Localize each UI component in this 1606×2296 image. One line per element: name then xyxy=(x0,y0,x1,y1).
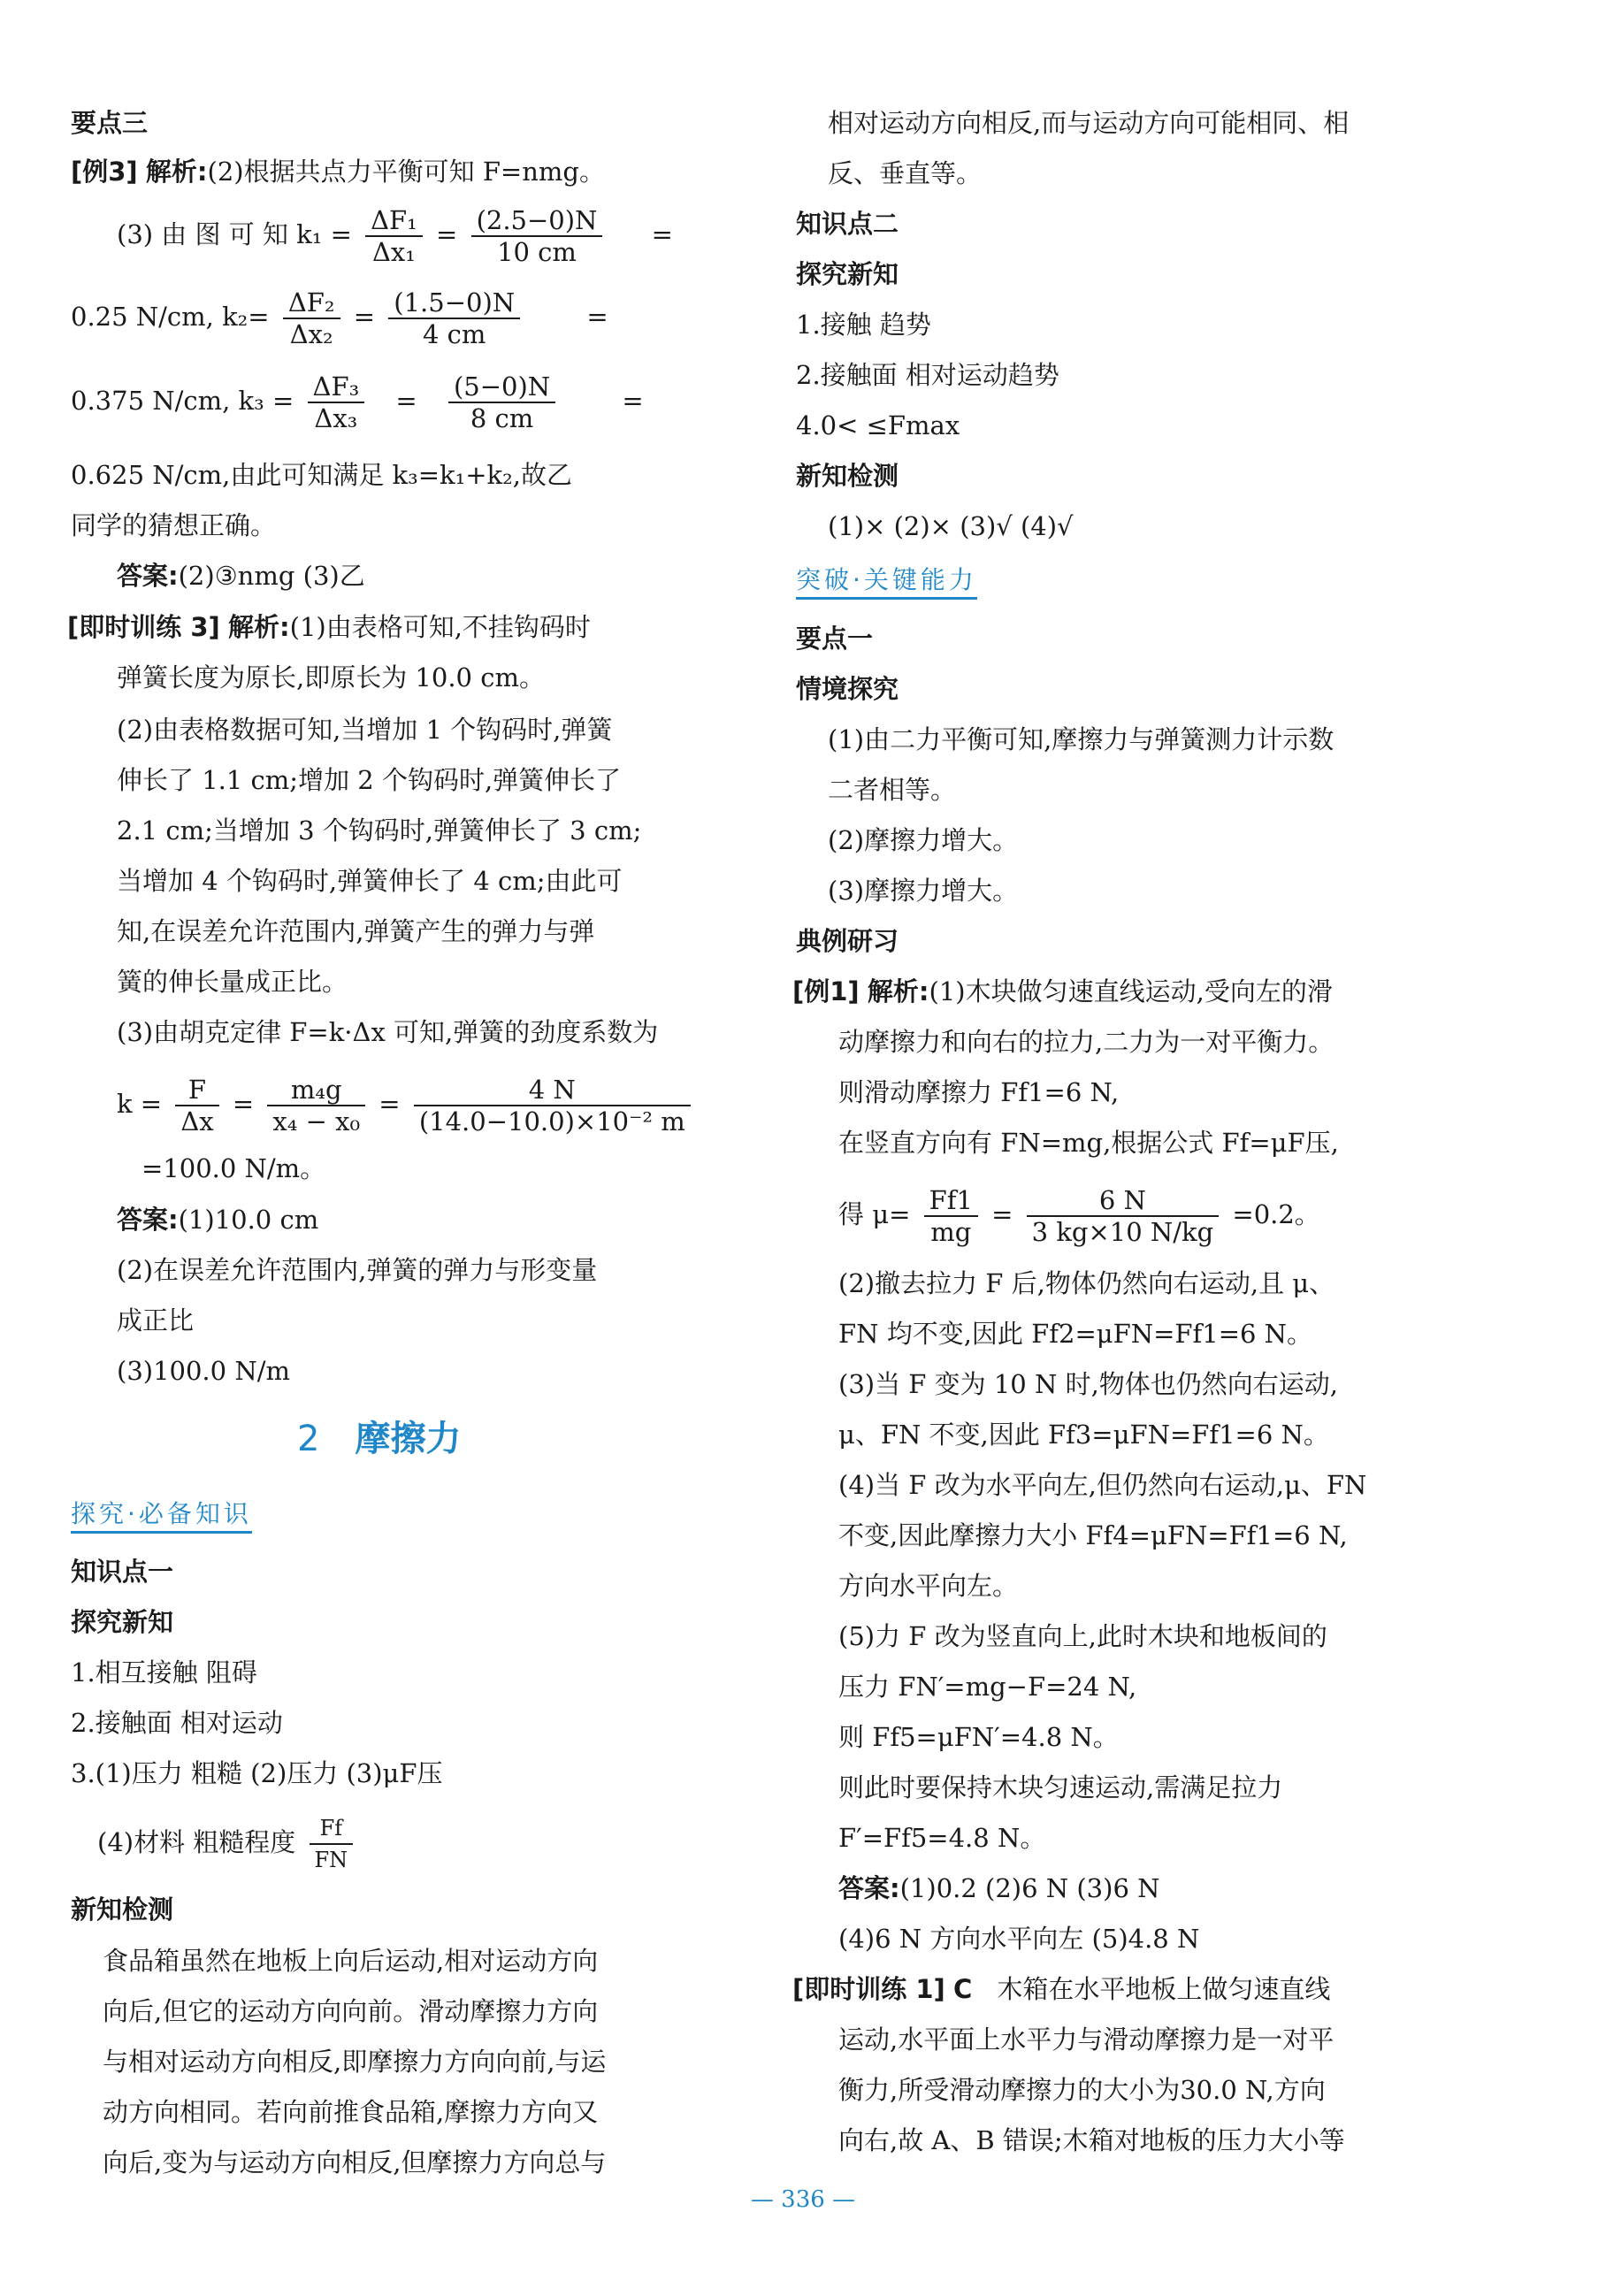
text-line: =100.0 N/m。 xyxy=(141,1153,326,1183)
numerator: ΔF₁ xyxy=(365,205,423,237)
text-span: (4)材料 粗糙程度 xyxy=(97,1827,296,1857)
numerator: 4 N xyxy=(414,1075,691,1106)
drill-tag: [即时训练 3] xyxy=(67,612,220,642)
numerator: (2.5−0)N xyxy=(471,205,603,237)
text-line: 伸长了 1.1 cm;增加 2 个钩码时,弹簧伸长了 xyxy=(117,765,622,795)
denominator: Δx₂ xyxy=(289,319,333,349)
chapter-title xyxy=(297,1419,462,1459)
text-span: (2)根据共点力平衡可知 F=nmg。 xyxy=(207,157,605,187)
heading-knowledge-point-1: 知识点一 xyxy=(71,1557,174,1587)
formula-k1-line: (3) 由 图 可 知 k₁ = $\frac{\text{ΔF₁}}{\text{Δx₁}}$ = $\frac{(2.5-0)N}{10 cm}$ = xyxy=(117,205,673,267)
denominator: x₄ − x₀ xyxy=(272,1106,361,1137)
section-key-ability xyxy=(796,563,977,597)
denominator: 10 cm xyxy=(497,237,577,267)
text-line: 方向水平向左。 xyxy=(838,1571,1019,1601)
fraction xyxy=(388,287,520,349)
text-line: 向后,变为与运动方向相反,但摩擦力方向总与 xyxy=(103,2147,607,2177)
text-line: 相对运动方向相反,而与运动方向可能相同、相 xyxy=(828,108,1350,138)
heading-typical-example: 典例研习 xyxy=(796,926,899,956)
text-line: 与相对运动方向相反,即摩擦力方向向前,与运 xyxy=(103,2047,607,2077)
text-line: 运动,水平面上水平力与滑动摩擦力是一对平 xyxy=(838,2024,1335,2055)
text-line: F′=Ff5=4.8 N。 xyxy=(838,1823,1046,1853)
text-line: 知,在误差允许范围内,弹簧产生的弹力与弹 xyxy=(117,916,595,946)
text-line: (3)由胡克定律 F=k·Δx 可知,弹簧的劲度系数为 xyxy=(117,1017,659,1047)
text-line: 弹簧长度为原长,即原长为 10.0 cm。 xyxy=(117,662,545,693)
text-line: 则滑动摩擦力 Ff1=6 N, xyxy=(838,1077,1120,1107)
numerator: ΔF₃ xyxy=(308,371,365,403)
fraction xyxy=(267,1075,365,1137)
formula-mu-line: 得 μ= $\frac{Ff1}{mg}$ = $\frac{6 N}{3 kg\times 10 N/kg}$ =0.2。 xyxy=(838,1185,1320,1247)
heading-knowledge-point-2: 知识点二 xyxy=(796,209,899,239)
text-line: 当增加 4 个钩码时,弹簧伸长了 4 cm;由此可 xyxy=(117,866,623,896)
numerator: Ff1 xyxy=(924,1185,978,1217)
denominator: Δx₁ xyxy=(371,237,416,267)
denominator: mg xyxy=(930,1217,972,1247)
example-3-line xyxy=(71,155,605,188)
text-line: (4)6 N 方向水平向左 (5)4.8 N xyxy=(838,1924,1200,1954)
fraction xyxy=(365,205,423,267)
answer-line xyxy=(117,1203,318,1236)
text-line: 3.(1)压力 粗糙 (2)压力 (3)μF压 xyxy=(71,1758,443,1788)
text-line: 则此时要保持木块匀速运动,需满足拉力 xyxy=(838,1772,1283,1802)
denominator: 4 cm xyxy=(423,319,486,349)
numerator: m₄g xyxy=(267,1075,365,1106)
drill-1-line xyxy=(792,1972,1330,2006)
heading-new-knowledge-check: 新知检测 xyxy=(796,461,899,491)
fraction xyxy=(1027,1185,1220,1247)
text-span: 0.25 N/cm, k₂= xyxy=(71,302,270,332)
chapter-number: 2 xyxy=(297,1419,320,1459)
fraction xyxy=(471,205,603,267)
text-line: (2)由表格数据可知,当增加 1 个钩码时,弹簧 xyxy=(117,715,613,745)
chapter-name: 摩擦力 xyxy=(355,1419,462,1459)
analysis-label: 解析: xyxy=(145,157,208,187)
heading-explore-new: 探究新知 xyxy=(796,259,899,289)
example-1-line xyxy=(792,975,1333,1008)
text-line: (2)在误差允许范围内,弹簧的弹力与形变量 xyxy=(117,1255,598,1285)
text-line: 1.相互接触 阻碍 xyxy=(71,1657,257,1688)
fraction xyxy=(414,1075,691,1137)
text-line: 向右,故 A、B 错误;木箱对地板的压力大小等 xyxy=(838,2125,1345,2155)
denominator: 8 cm xyxy=(470,403,534,433)
denominator: FN xyxy=(314,1848,348,1872)
fraction xyxy=(924,1185,978,1247)
fraction xyxy=(448,371,555,433)
formula-k2-line: 0.25 N/cm, k₂= $\frac{\text{ΔF₂}}{\text{Δx₂}}$ = $\frac{(1.5-0)N}{4 cm}$ = xyxy=(71,287,608,349)
drill-tag: [即时训练 1] xyxy=(792,1974,945,2004)
text-line: 反、垂直等。 xyxy=(828,158,983,188)
text-line: 同学的猜想正确。 xyxy=(71,510,277,540)
heading-scenario-explore: 情境探究 xyxy=(796,674,899,704)
section-heading: 突破·关键能力 xyxy=(796,565,977,600)
example-tag: [例1] xyxy=(792,976,860,1006)
example-tag: [例3] xyxy=(71,157,138,187)
denominator: (14.0−10.0)×10⁻² m xyxy=(418,1106,685,1137)
analysis-label: 解析: xyxy=(867,976,929,1006)
heading-key-point-3: 要点三 xyxy=(71,108,149,138)
numerator: (5−0)N xyxy=(448,371,555,403)
text-line: (2)摩擦力增大。 xyxy=(828,825,1019,855)
text-span: = xyxy=(622,386,644,416)
answer-line xyxy=(117,559,365,593)
fraction xyxy=(283,287,340,349)
page-number: — 336 — xyxy=(750,2186,856,2213)
section-essential-knowledge xyxy=(71,1496,252,1531)
text-line: 不变,因此摩擦力大小 Ff4=μFN=Ff1=6 N, xyxy=(838,1520,1348,1550)
text-line: 成正比 xyxy=(117,1305,195,1336)
text-line: 压力 FN′=mg−F=24 N, xyxy=(838,1672,1137,1702)
text-line: 2.接触面 相对运动趋势 xyxy=(796,360,1059,390)
fraction xyxy=(308,371,365,433)
numerator: 6 N xyxy=(1027,1185,1220,1217)
text-line: 在竖直方向有 FN=mg,根据公式 Ff=μF压, xyxy=(838,1128,1339,1158)
fraction xyxy=(175,1075,218,1137)
text-line: (4)当 F 改为水平向左,但仍然向右运动,μ、FN xyxy=(838,1470,1367,1500)
text-line: 簧的伸长量成正比。 xyxy=(117,967,348,997)
text-span: 0.375 N/cm, k₃ = xyxy=(71,386,294,416)
text-span: (1)10.0 cm xyxy=(178,1205,319,1235)
fraction xyxy=(310,1813,354,1875)
text-span: =0.2。 xyxy=(1232,1199,1320,1229)
text-line: (1)× (2)× (3)√ (4)√ xyxy=(828,511,1074,541)
text-line: (1)由二力平衡可知,摩擦力与弹簧测力计示数 xyxy=(828,724,1335,754)
text-span: (1)由表格可知,不挂钩码时 xyxy=(289,612,591,642)
text-line: (2)撤去拉力 F 后,物体仍然向右运动,且 μ、 xyxy=(838,1268,1335,1298)
formula-k-line: k = $\frac{F}{\Delta x}$ = $\frac{\text{m₄g}}{\text{x₄ − x₀}}$ = $\frac{4 N}{\text{(14.0−10.0)×10⁻² m}}$ xyxy=(117,1075,696,1137)
numerator: F xyxy=(175,1075,218,1106)
denominator: 3 kg×10 N/kg xyxy=(1031,1217,1214,1247)
text-line: (5)力 F 改为竖直向上,此时木块和地板间的 xyxy=(838,1621,1327,1651)
text-line: 衡力,所受滑动摩擦力的大小为30.0 N,方向 xyxy=(838,2075,1326,2105)
numerator: (1.5−0)N xyxy=(388,287,520,319)
text-span: (1)0.2 (2)6 N (3)6 N xyxy=(899,1873,1160,1903)
text-line: 0.625 N/cm,由此可知满足 k₃=k₁+k₂,故乙 xyxy=(71,460,572,490)
answer-choice: C xyxy=(953,1974,973,2004)
answer-line xyxy=(838,1871,1160,1905)
text-line: 动方向相同。若向前推食品箱,摩擦力方向又 xyxy=(103,2097,599,2127)
analysis-label: 解析: xyxy=(228,612,290,642)
text-line: 2.接触面 相对运动 xyxy=(71,1708,283,1738)
numerator: Ff xyxy=(310,1813,354,1845)
formula-ratio-line xyxy=(97,1813,358,1875)
heading-explore-new: 探究新知 xyxy=(71,1607,174,1637)
answer-label: 答案: xyxy=(838,1873,900,1903)
text-span: k = xyxy=(117,1089,163,1119)
text-span: 得 μ= xyxy=(838,1199,911,1229)
heading-new-knowledge-check: 新知检测 xyxy=(71,1894,174,1925)
numerator: ΔF₂ xyxy=(283,287,340,319)
text-line: 二者相等。 xyxy=(828,775,957,805)
answer-label: 答案: xyxy=(117,1205,179,1235)
text-line: (3)摩擦力增大。 xyxy=(828,876,1019,906)
text-line: 1.接触 趋势 xyxy=(796,310,931,340)
text-line: μ、FN 不变,因此 Ff3=μFN=Ff1=6 N。 xyxy=(838,1420,1329,1450)
text-line: (3)当 F 变为 10 N 时,物体也仍然向右运动, xyxy=(838,1369,1339,1399)
text-span: (3) 由 图 可 知 k₁ = xyxy=(117,219,352,249)
text-span: 木箱在水平地板上做匀速直线 xyxy=(997,1974,1331,2004)
section-heading: 探究·必备知识 xyxy=(71,1499,252,1534)
text-line: FN 均不变,因此 Ff2=μFN=Ff1=6 N。 xyxy=(838,1319,1313,1349)
formula-k3-line: 0.375 N/cm, k₃ = $\frac{\text{ΔF₃}}{\text{Δx₃}}$ = $\frac{(5-0)N}{8 cm}$ = xyxy=(71,371,644,433)
answer-label: 答案: xyxy=(117,561,179,591)
text-span: (1)木块做匀速直线运动,受向左的滑 xyxy=(929,976,1333,1006)
denominator: Δx₃ xyxy=(314,403,358,433)
denominator: Δx xyxy=(180,1106,214,1137)
text-line: 2.1 cm;当增加 3 个钩码时,弹簧伸长了 3 cm; xyxy=(117,815,642,846)
drill-3-line xyxy=(67,610,591,644)
text-line: 则 Ff5=μFN′=4.8 N。 xyxy=(838,1722,1119,1752)
heading-key-point-1: 要点一 xyxy=(796,624,874,654)
text-span: = xyxy=(651,219,673,249)
text-span: (2)③nmg (3)乙 xyxy=(178,561,365,591)
text-line: 向后,但它的运动方向向前。滑动摩擦力方向 xyxy=(103,1996,599,2026)
text-line: (3)100.0 N/m xyxy=(117,1356,290,1386)
text-line: 4.0< ≤Fmax xyxy=(796,410,960,440)
text-line: 动摩擦力和向右的拉力,二力为一对平衡力。 xyxy=(838,1027,1335,1057)
text-line: 食品箱虽然在地板上向后运动,相对运动方向 xyxy=(103,1946,599,1976)
text-span: = xyxy=(586,302,608,332)
